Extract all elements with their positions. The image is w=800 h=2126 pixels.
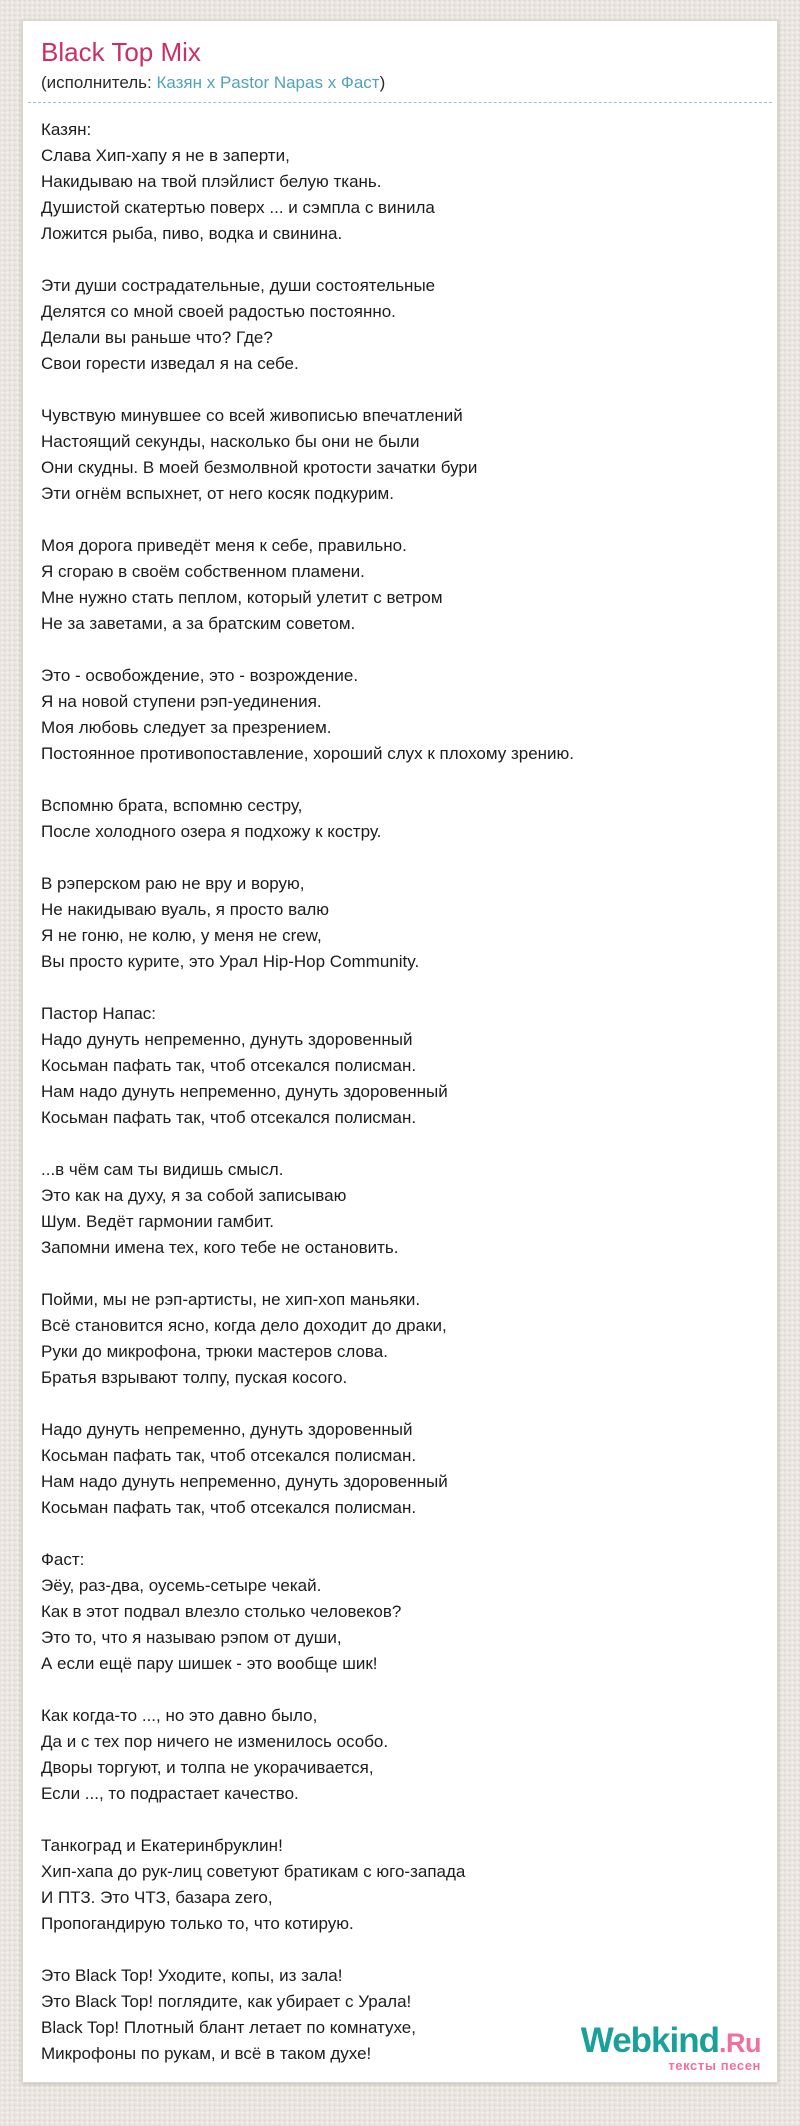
lyric-line: Нам надо дунуть непременно, дунуть здоровенный (41, 1082, 448, 1101)
logo-ru-text: .Ru (719, 2028, 761, 2058)
lyric-line: Пастор Напас: (41, 1004, 157, 1023)
stanza (41, 793, 759, 845)
lyric-line: Казян: (41, 120, 92, 139)
artist-label-suffix: ) (379, 73, 386, 92)
lyric-line: Вы просто курите, это Урал Hip-Hop Community. (41, 952, 420, 971)
lyric-line: Это - освобождение, это - возрождение. (41, 666, 359, 685)
lyric-line: Эёу, раз-два, оусемь-сетыре чекай. (41, 1576, 322, 1595)
lyric-line: Если ..., то подрастает качество. (41, 1784, 299, 1803)
lyric-line: Не накидываю вуаль, я просто валю (41, 900, 330, 919)
lyric-line: Делятся со мной своей радостью постоянно. (41, 302, 396, 321)
lyric-line: Нам надо дунуть непременно, дунуть здоровенный (41, 1472, 448, 1491)
stanza (41, 663, 759, 767)
lyric-line: А если ещё пару шишек - это вообще шик! (41, 1654, 378, 1673)
lyric-line: Я сгораю в своём собственном пламени. (41, 562, 365, 581)
lyric-line: Black Top! Плотный блант летает по комнатухе, (41, 2018, 416, 2037)
lyric-line: После холодного озера я подхожу к костру. (41, 822, 382, 841)
lyric-line: Танкоград и Екатеринбруклин! (41, 1836, 283, 1855)
lyric-line: Косьман пафать так, чтоб отсекался полисман. (41, 1446, 417, 1465)
lyric-line: Микрофоны по рукам, и всё в таком духе! (41, 2044, 372, 2063)
lyric-line: Да и с тех пор ничего не изменилось особо. (41, 1732, 389, 1751)
lyric-line: Эти души сострадательные, души состоятельные (41, 276, 436, 295)
lyric-line: Мне нужно стать пеплом, который улетит с ветром (41, 588, 443, 607)
stanza (41, 1001, 759, 1131)
lyrics-card (22, 20, 778, 2083)
lyric-line: Душистой скатертью поверх ... и сэмпла с винила (41, 198, 435, 217)
lyric-line: Всё становится ясно, когда дело доходит до драки, (41, 1316, 447, 1335)
stanza (41, 1703, 759, 1807)
stanza (41, 1547, 759, 1677)
lyric-line: Это Black Top! поглядите, как убирает с Урала! (41, 1992, 412, 2011)
lyric-line: Слава Хип-хапу я не в заперти, (41, 146, 290, 165)
lyric-line: И ПТЗ. Это ЧТЗ, базара zero, (41, 1888, 273, 1907)
lyric-line: Фаст: (41, 1550, 85, 1569)
lyric-line: Пропогандирую только то, что котирую. (41, 1914, 354, 1933)
stanza (41, 1833, 759, 1937)
stanza (41, 403, 759, 507)
lyric-line: Они скудны. В моей безмолвной кротости зачатки бури (41, 458, 478, 477)
lyric-line: Это как на духу, я за собой записываю (41, 1186, 347, 1205)
lyric-line: Я на новой ступени рэп-уединения. (41, 692, 322, 711)
stanza (41, 1157, 759, 1261)
lyric-line: Это Black Top! Уходите, копы, из зала! (41, 1966, 343, 1985)
lyric-line: Пойми, мы не рэп-артисты, не хип-хоп маньяки. (41, 1290, 421, 1309)
lyric-line: Хип-хапа до рук-лиц советуют братикам с юго-запада (41, 1862, 466, 1881)
stanza (41, 1417, 759, 1521)
artist-link[interactable]: Казян x Pastor Napas x Фаст (156, 73, 380, 92)
lyric-line: Надо дунуть непременно, дунуть здоровенный (41, 1420, 413, 1439)
lyric-line: Братья взрывают толпу, пуская косого. (41, 1368, 348, 1387)
lyric-line: Шум. Ведёт гармонии гамбит. (41, 1212, 274, 1231)
lyric-line: Косьман пафать так, чтоб отсекался полисман. (41, 1498, 417, 1517)
lyric-line: Делали вы раньше что? Где? (41, 328, 273, 347)
lyric-line: Свои горести изведал я на себе. (41, 354, 299, 373)
logo-tagline: тексты песен (668, 2058, 761, 2073)
stanza (41, 533, 759, 637)
lyric-line: Эти огнём вспыхнет, от него косяк подкурим. (41, 484, 394, 503)
page (0, 20, 800, 2126)
lyric-line: Косьман пафать так, чтоб отсекался полисман. (41, 1056, 417, 1075)
lyric-line: Настоящий секунды, насколько бы они не были (41, 432, 420, 451)
lyric-line: В рэперском раю не вру и ворую, (41, 874, 305, 893)
lyric-line: Чувствую минувшее со всей живописью впечатлений (41, 406, 463, 425)
header (28, 37, 772, 103)
lyric-line: Накидываю на твой плэйлист белую ткань. (41, 172, 382, 191)
lyric-line: Косьман пафать так, чтоб отсекался полисман. (41, 1108, 417, 1127)
stanza (41, 273, 759, 377)
artist-line (41, 73, 759, 93)
lyric-line: Это то, что я называю рэпом от души, (41, 1628, 342, 1647)
lyric-line: Дворы торгуют, и толпа не укорачивается, (41, 1758, 374, 1777)
lyric-line: Постоянное противопоставление, хороший слух к плохому зрению. (41, 744, 575, 763)
webkind-logo[interactable] (581, 2023, 761, 2072)
song-title: Black Top Mix (41, 37, 201, 67)
lyric-line: ...в чём сам ты видишь смысл. (41, 1160, 284, 1179)
lyric-line: Как в этот подвал влезло столько человеков? (41, 1602, 402, 1621)
lyric-line: Руки до микрофона, трюки мастеров слова. (41, 1342, 388, 1361)
lyric-line: Как когда-то ..., но это давно было, (41, 1706, 318, 1725)
lyric-line: Вспомню брата, вспомню сестру, (41, 796, 303, 815)
lyric-line: Запомни имена тех, кого тебе не остановить. (41, 1238, 399, 1257)
lyric-line: Моя любовь следует за презрением. (41, 718, 332, 737)
lyric-line: Я не гоню, не колю, у меня не crew, (41, 926, 322, 945)
lyric-line: Моя дорога приведёт меня к себе, правильно. (41, 536, 407, 555)
lyric-line: Надо дунуть непременно, дунуть здоровенный (41, 1030, 413, 1049)
lyric-line: Ложится рыба, пиво, водка и свинина. (41, 224, 343, 243)
stanza (41, 1287, 759, 1391)
artist-label-prefix: (исполнитель: (41, 73, 157, 92)
stanza (41, 871, 759, 975)
lyric-line: Не за заветами, а за братским советом. (41, 614, 356, 633)
logo-webkind-text: Webkind (580, 2021, 719, 2060)
lyrics (41, 117, 759, 2067)
stanza (41, 117, 759, 247)
